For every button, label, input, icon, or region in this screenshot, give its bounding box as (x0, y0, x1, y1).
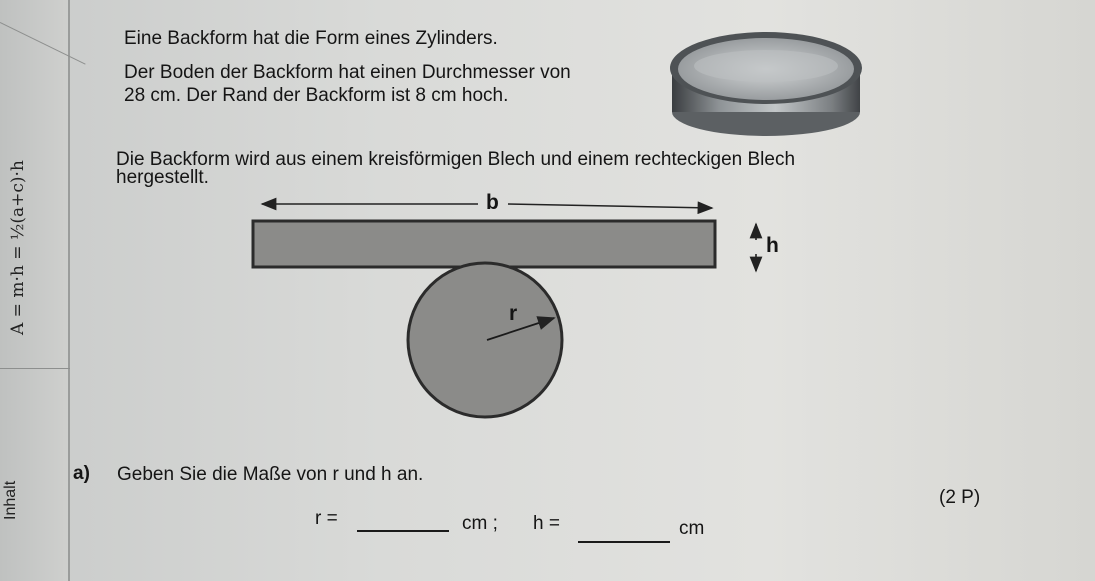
r-answer-blank[interactable] (357, 530, 449, 532)
points-label: (2 P) (939, 487, 981, 508)
task-letter: a) (73, 463, 90, 484)
intro-line-3: 28 cm. Der Rand der Backform ist 8 cm hoch. (124, 85, 509, 106)
task-text: Geben Sie die Maße von r und h an. (117, 464, 424, 485)
r-prefix: r = (315, 508, 338, 529)
h-answer-blank[interactable] (578, 541, 670, 543)
rectangular-sheet (253, 221, 715, 267)
margin-formula: A = m·h = ½(a+c)·h (8, 160, 28, 335)
label-h: h (766, 234, 779, 257)
intro-line-4: Die Backform wird aus einem kreisförmigen Blech und einem rechteckigen Blech (116, 149, 796, 170)
h-prefix: h = (533, 513, 560, 534)
intro-line-5: hergestellt. (116, 167, 209, 188)
r-unit: cm ; (462, 513, 498, 534)
margin-word: Inhalt (2, 480, 19, 520)
label-r: r (509, 302, 518, 325)
intro-line-2: Der Boden der Backform hat einen Durchmesser von (124, 62, 571, 83)
h-unit: cm (679, 518, 705, 539)
circular-sheet (408, 263, 562, 417)
label-b: b (486, 191, 499, 214)
cake-pan-photo (670, 32, 862, 136)
intro-line-1: Eine Backform hat die Form eines Zylinders. (124, 28, 498, 49)
